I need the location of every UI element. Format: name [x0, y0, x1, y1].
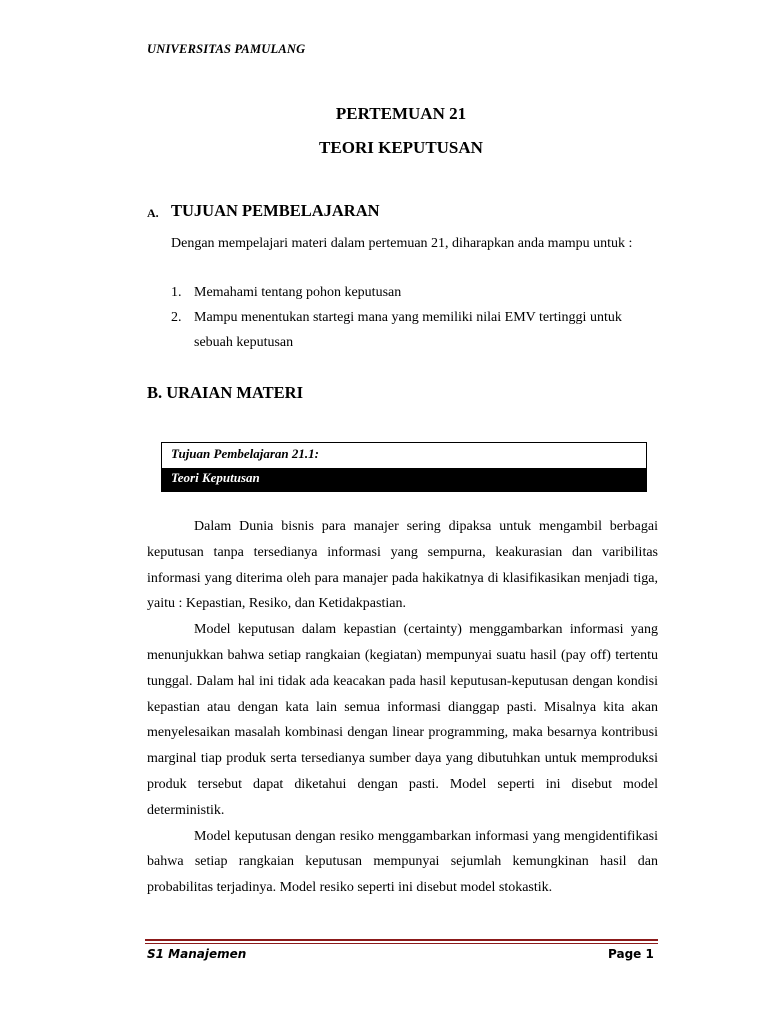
section-b-heading: B. URAIAN MATERI [147, 383, 303, 402]
list-item [171, 305, 658, 355]
footer-rule-thin [145, 943, 658, 944]
objective-label: Tujuan Pembelajaran 21.1: [171, 446, 319, 461]
list-number: 2. [171, 310, 182, 325]
list-number: 1. [171, 285, 182, 300]
section-a-intro: Dengan mempelajari materi dalam pertemuan 21, diharapkan anda mampu untuk : [171, 236, 633, 251]
body-text [147, 514, 658, 901]
list-text: Mampu menentukan startegi mana yang memiliki nilai EMV tertinggi untuk sebuah keputusan [194, 310, 622, 350]
paragraph: Dalam Dunia bisnis para manajer sering dipaksa untuk mengambil berbagai keputusan tanpa tersedianya informasi yang sempurna, keakurasian dan varibilitas informasi yang diterima oleh para manajer pada hakikatnya di klasifikasikan menjadi tiga, yaitu : Kepastian, Resiko, dan Ketidakpastian. [147, 519, 658, 612]
page-number: Page 1 [608, 947, 654, 961]
paragraph: Model keputusan dalam kepastian (certainty) menggambarkan informasi yang menunjukkan bahwa setiap rangkaian (kegiatan) mempunyai suatu hasil (pay off) tertentu tunggal. Dalam hal ini tidak ada keacakan pada hasil keputusan-keputusan dengan kondisi kepastian atau dengan kata lain semua informasi dianggap pasti. Misalnya kita akan menyelesaikan masalah kombinasi dengan linear programming, maka besarnya kontribusi marginal tiap produk serta tersedianya sumber daya yang dibutuhkan untuk memproduksi produk tersebut dapat diketahui dengan pasti. Model seperti ini disebut model deterministik. [147, 622, 658, 818]
running-header: UNIVERSITAS PAMULANG [147, 42, 306, 56]
objective-topic: Teori Keputusan [162, 468, 646, 492]
list-item [171, 280, 658, 305]
footer-rule [145, 939, 658, 941]
meeting-title: PERTEMUAN 21 [335, 104, 467, 123]
list-text: Memahami tentang pohon keputusan [194, 285, 402, 300]
paragraph: Model keputusan dengan resiko menggambarkan informasi yang mengidentifikasi bahwa setiap rangkaian keputusan mempunyai sejumlah kemungkinan hasil dan probabilitas terjadinya. Model resiko seperti ini disebut model stokastik. [147, 828, 658, 896]
topic-title: TEORI KEPUTUSAN [319, 138, 483, 157]
section-a-heading: TUJUAN PEMBELAJARAN [171, 201, 380, 220]
section-a-letter: A. [147, 206, 159, 220]
objectives-list [171, 280, 658, 355]
learning-objective-box [161, 442, 647, 492]
footer-program: S1 Manajemen [147, 947, 247, 961]
